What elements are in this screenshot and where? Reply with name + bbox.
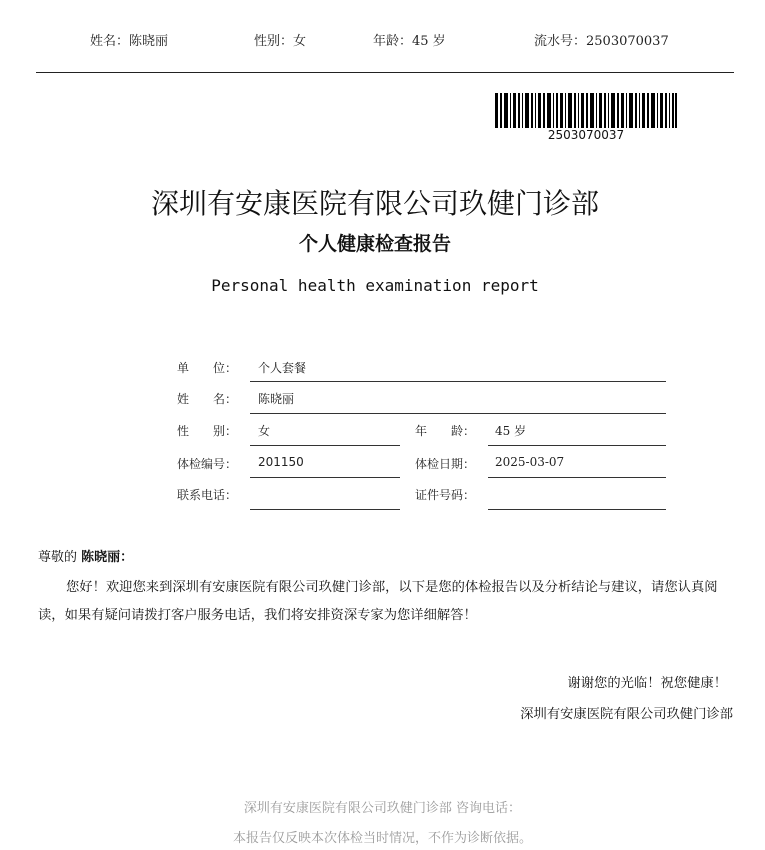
footer-disclaimer: 本报告仅反映本次体检当时情况，不作为诊断依据。 <box>232 831 532 846</box>
gender-underline <box>250 445 400 446</box>
unit-value: 个人套餐 <box>258 361 307 375</box>
clinic-title: 深圳有安康医院有限公司玖健门诊部 <box>150 187 599 220</box>
exam-no-label: 体检编号： <box>177 457 238 471</box>
name-underline <box>250 413 666 414</box>
id-underline <box>488 509 666 510</box>
salutation-text: 尊敬的 <box>38 550 78 565</box>
age-value: 45 岁 <box>495 424 527 438</box>
salutation-name: 陈晓丽： <box>81 550 134 565</box>
exam-date-value: 2025-03-07 <box>495 455 565 469</box>
gender-label: 性 别： <box>177 424 238 438</box>
phone-label: 联系电话： <box>177 488 238 502</box>
salutation <box>38 546 133 565</box>
barcode-number: 2503070037 <box>547 128 625 142</box>
letter-body: 您好！欢迎您来到深圳有安康医院有限公司玖健门诊部，以下是您的体检报告以及分析结论与建议，请您认真阅读，如果有疑问请拨打客户服务电话，我们将安排资深专家为您详细解答！ <box>38 580 718 623</box>
footer-contact: 深圳有安康医院有限公司玖健门诊部 咨询电话： <box>243 801 522 816</box>
letter-signature: 深圳有安康医院有限公司玖健门诊部 <box>520 707 733 722</box>
exam-no-value: 201150 <box>258 455 304 469</box>
id-label: 证件号码： <box>415 488 476 502</box>
age-underline <box>488 445 666 446</box>
header-age: 年龄：45 岁 <box>373 34 446 49</box>
exam-date-underline <box>488 477 666 478</box>
report-subtitle: 个人健康检查报告 <box>298 233 451 255</box>
report-english-title: Personal health examination report <box>211 276 539 295</box>
phone-underline <box>250 509 400 510</box>
name-label: 姓 名： <box>177 392 238 406</box>
gender-value: 女 <box>258 424 271 438</box>
age-label: 年 龄： <box>415 424 476 438</box>
barcode-image <box>495 93 677 128</box>
unit-underline <box>250 381 666 382</box>
header-divider <box>36 72 734 73</box>
header-serial: 流水号：2503070037 <box>534 34 669 49</box>
header-name: 姓名：陈晓丽 <box>90 34 169 49</box>
exam-no-underline <box>250 477 400 478</box>
exam-date-label: 体检日期： <box>415 457 476 471</box>
unit-label: 单 位： <box>177 361 238 375</box>
letter-thanks: 谢谢您的光临！祝您健康！ <box>567 676 727 691</box>
name-value: 陈晓丽 <box>258 392 295 406</box>
header-gender: 性别：女 <box>254 34 307 49</box>
